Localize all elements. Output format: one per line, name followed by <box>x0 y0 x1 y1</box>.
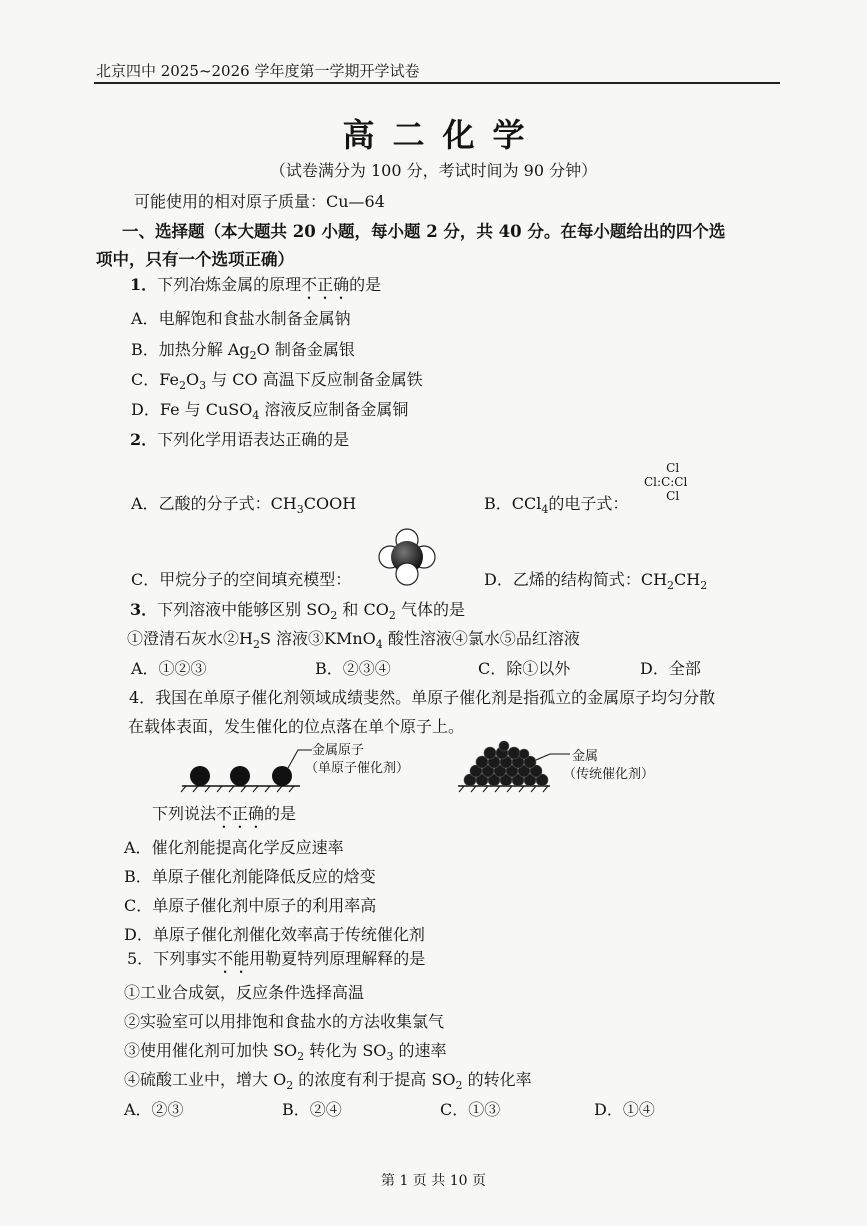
emphasis-text: 不正确 <box>301 275 350 294</box>
q3-option-c: C．除①以外 <box>478 659 571 678</box>
q2-option-c: C．甲烷分子的空间填充模型： <box>131 570 352 589</box>
q5-option-b: B．②④ <box>282 1100 342 1119</box>
q4-option-a: A．催化剂能提高化学反应速率 <box>124 838 344 857</box>
q3-option-b: B．②③④ <box>315 659 391 678</box>
section-heading-line2: 项中，只有一个选项正确） <box>96 250 294 269</box>
question-2-stem: 2．下列化学用语表达正确的是 <box>130 430 350 449</box>
question-4-stem-line2: 在载体表面，发生催化的位点落在单个原子上。 <box>128 717 465 736</box>
q1-option-c: C．$Fe_2O_3$ 与 CO 高温下反应制备金属铁 <box>131 370 423 393</box>
q4-option-c: C．单原子催化剂中原子的利用率高 <box>124 896 377 915</box>
q5-option-a: A．②③ <box>124 1100 184 1119</box>
q1-option-a: A．电解饱和食盐水制备金属钠 <box>131 309 351 328</box>
q1-option-d: D．Fe 与 CuSO$_4$ 溶液反应制备金属铜 <box>131 400 409 423</box>
header-rule <box>94 82 780 84</box>
section-heading-line1: 一、选择题（本大题共 20 小题，每小题 2 分，共 40 分。在每小题给出的四个选 <box>122 222 726 241</box>
q3-option-d: D．全部 <box>640 659 701 678</box>
q5-option-d: D．①④ <box>594 1100 655 1119</box>
single-atom-label: 金属原子 <box>312 743 365 758</box>
ccl4-lewis-structure: Cl Cl:C:Cl Cl <box>644 461 688 503</box>
q2-option-d: D．乙烯的结构简式：$CH_2CH_2$ <box>484 570 708 593</box>
q1-option-b: B．加热分解 $Ag_2O$ 制备金属银 <box>131 340 355 363</box>
question-1-stem: 1．下列冶炼金属的原理不正确的是 <box>130 275 382 294</box>
q5-statement-3: ③使用催化剂可加快 $SO_2$ 转化为 $SO_3$ 的速率 <box>124 1041 447 1064</box>
page-title: 高二化学 <box>342 116 543 154</box>
q5-statement-1: ①工业合成氨，反应条件选择高温 <box>124 983 365 1002</box>
q2-option-a: A．乙酸的分子式：$CH_3COOH$ <box>131 494 357 517</box>
q3-reagent-list: ①澄清石灰水$②H_2S$ 溶液③KMnO$_4$ 酸性溶液④氯水⑤品红溶液 <box>127 629 580 652</box>
q4-option-b: B．单原子催化剂能降低反应的焓变 <box>124 867 376 886</box>
traditional-catalyst-sublabel: （传统催化剂） <box>563 767 655 782</box>
q2-option-b: B．CCl$_4$的电子式： <box>484 494 629 517</box>
question-5-stem: 5．下列事实不能用勒夏特列原理解释的是 <box>127 949 426 968</box>
q5-statement-2: ②实验室可以用排饱和食盐水的方法收集氯气 <box>124 1012 445 1031</box>
question-4-prompt: 下列说法不正确的是 <box>152 804 297 823</box>
q3-option-a: A．①②③ <box>131 659 207 678</box>
atomic-mass-note: 可能使用的相对原子质量：Cu—64 <box>134 192 385 211</box>
emphasis-text: 不正确 <box>216 804 265 823</box>
traditional-catalyst-label: 金属 <box>572 749 599 764</box>
q5-statement-4: ④硫酸工业中，增大 $O_2$ 的浓度有利于提高 $SO_2$ 的转化率 <box>124 1070 532 1093</box>
methane-space-filling-model <box>376 528 438 586</box>
emphasis-text: 不能 <box>217 949 250 968</box>
exam-info: （试卷满分为 100 分，考试时间为 90 分钟） <box>269 161 598 180</box>
page-number: 第 1 页 共 10 页 <box>381 1173 486 1189</box>
q4-option-d: D．单原子催化剂催化效率高于传统催化剂 <box>124 925 425 944</box>
question-number: 1． <box>130 275 158 294</box>
single-atom-sublabel: （单原子催化剂） <box>305 761 410 776</box>
exam-header: 北京四中 2025~2026 学年度第一学期开学试卷 <box>96 62 420 80</box>
q5-option-c: C．①③ <box>440 1100 501 1119</box>
question-4-stem-line1: 4．我国在单原子催化剂领域成绩斐然。单原子催化剂是指孤立的金属原子均匀分散 <box>129 688 716 707</box>
question-3-stem: 3．下列溶液中能够区别 $SO_2$ 和 $CO_2$ 气体的是 <box>130 600 465 623</box>
